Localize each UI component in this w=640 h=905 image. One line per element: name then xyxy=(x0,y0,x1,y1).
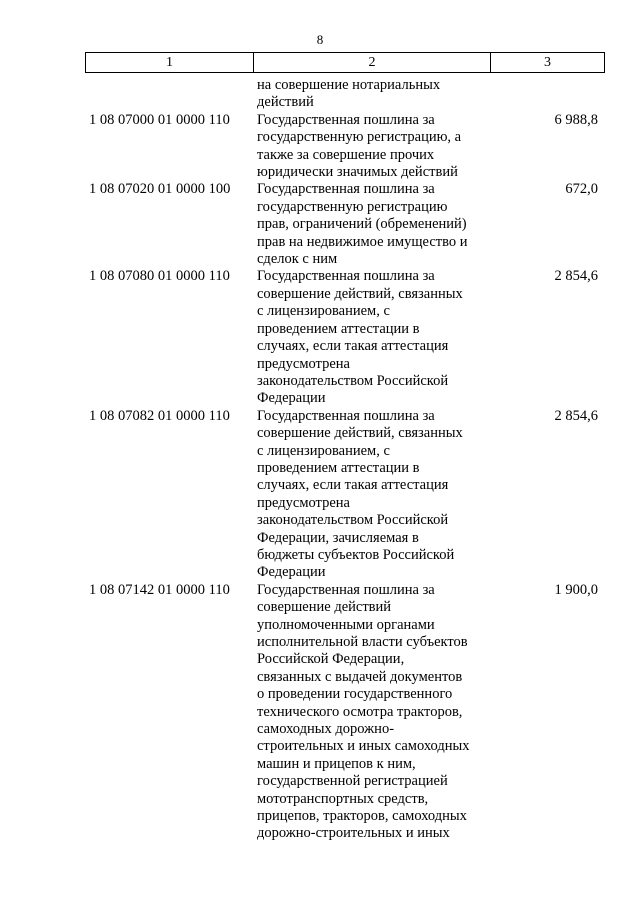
table-row xyxy=(85,112,601,182)
row-description-line: случаях, если такая аттестация xyxy=(257,338,449,355)
row-description-line: совершение действий xyxy=(257,599,392,616)
row-description-line: Федерации xyxy=(257,564,326,581)
table-row xyxy=(85,181,601,268)
row-description-line: дорожно-строительных и иных xyxy=(257,825,450,842)
row-description-line: проведением аттестации в xyxy=(257,320,420,337)
row-description-line: самоходных дорожно- xyxy=(257,721,395,738)
row-amount: 2 854,6 xyxy=(554,268,598,285)
row-description-line: уполномоченными органами xyxy=(257,616,435,633)
row-description-line: проведением аттестации в xyxy=(257,459,420,476)
row-code: 1 08 07000 01 0000 110 xyxy=(89,111,230,128)
row-code xyxy=(85,77,257,112)
row-description-line: сделок с ним xyxy=(257,251,338,268)
row-description-line: с лицензированием, с xyxy=(257,442,390,459)
row-description-line: бюджеты субъектов Российской xyxy=(257,546,455,563)
row-description-line: Государственная пошлина за xyxy=(257,581,435,598)
row-description xyxy=(257,77,489,112)
row-description-line: с лицензированием, с xyxy=(257,303,390,320)
row-description-line: на совершение нотариальных xyxy=(257,77,441,93)
row-code: 1 08 07080 01 0000 110 xyxy=(89,268,230,285)
row-description-line: законодательством Российской xyxy=(257,512,449,529)
row-description-line: связанных с выдачей документов xyxy=(257,668,463,685)
row-description-line: юридически значимых действий xyxy=(257,164,458,181)
row-code: 1 08 07142 01 0000 110 xyxy=(89,581,230,598)
row-description-line: совершение действий, связанных xyxy=(257,285,463,302)
table-header xyxy=(85,52,605,73)
row-amount: 6 988,8 xyxy=(554,111,598,128)
row-code: 1 08 07082 01 0000 110 xyxy=(89,407,230,424)
row-description-line: о проведении государственного xyxy=(257,686,453,703)
table-row xyxy=(85,582,601,843)
row-description-line: прав на недвижимое имущество и xyxy=(257,233,468,250)
table-body xyxy=(85,77,601,843)
row-description-line: машин и прицепов к ним, xyxy=(257,755,416,772)
page-number: 8 xyxy=(316,32,324,47)
row-description-line: Государственная пошлина за xyxy=(257,268,435,285)
row-amount xyxy=(489,77,601,112)
row-description-line: Российской Федерации, xyxy=(257,651,405,668)
row-description-line: действий xyxy=(257,94,314,111)
header-col-1: 1 xyxy=(86,53,254,73)
row-amount: 1 900,0 xyxy=(554,581,598,598)
row-description-line: технического осмотра тракторов, xyxy=(257,703,463,720)
table-row xyxy=(85,268,601,407)
row-description xyxy=(257,268,489,407)
row-description xyxy=(257,582,489,843)
row-description-line: совершение действий, связанных xyxy=(257,425,463,442)
row-description xyxy=(257,112,489,182)
table-row xyxy=(85,408,601,582)
row-description-line: Федерации xyxy=(257,390,326,407)
row-description xyxy=(257,408,489,582)
row-description-line: Государственная пошлина за xyxy=(257,181,435,198)
row-description-line: Федерации, зачисляемая в xyxy=(257,529,419,546)
row-description-line: законодательством Российской xyxy=(257,372,449,389)
header-col-2: 2 xyxy=(254,53,491,73)
row-description-line: прав, ограничений (обременений) xyxy=(257,216,467,233)
row-description-line: Государственная пошлина за xyxy=(257,111,435,128)
row-description-line: прицепов, тракторов, самоходных xyxy=(257,808,467,825)
row-description-line: государственной регистрацией xyxy=(257,773,448,790)
row-description-line: государственную регистрацию xyxy=(257,198,448,215)
row-description xyxy=(257,181,489,268)
row-description-line: предусмотрена xyxy=(257,355,350,372)
row-description-line: исполнительной власти субъектов xyxy=(257,634,468,650)
row-amount: 2 854,6 xyxy=(554,407,598,424)
table-row xyxy=(85,77,601,112)
row-description-line: государственную регистрацию, а xyxy=(257,129,462,146)
row-amount: 672,0 xyxy=(565,181,598,198)
row-description-line: Государственная пошлина за xyxy=(257,407,435,424)
header-col-3: 3 xyxy=(491,53,605,73)
row-description-line: строительных и иных самоходных xyxy=(257,738,470,755)
row-code: 1 08 07020 01 0000 100 xyxy=(89,181,231,198)
row-description-line: предусмотрена xyxy=(257,494,350,511)
row-description-line: случаях, если такая аттестация xyxy=(257,477,449,494)
row-description-line: мототранспортных средств, xyxy=(257,790,429,807)
row-description-line: также за совершение прочих xyxy=(257,146,435,163)
